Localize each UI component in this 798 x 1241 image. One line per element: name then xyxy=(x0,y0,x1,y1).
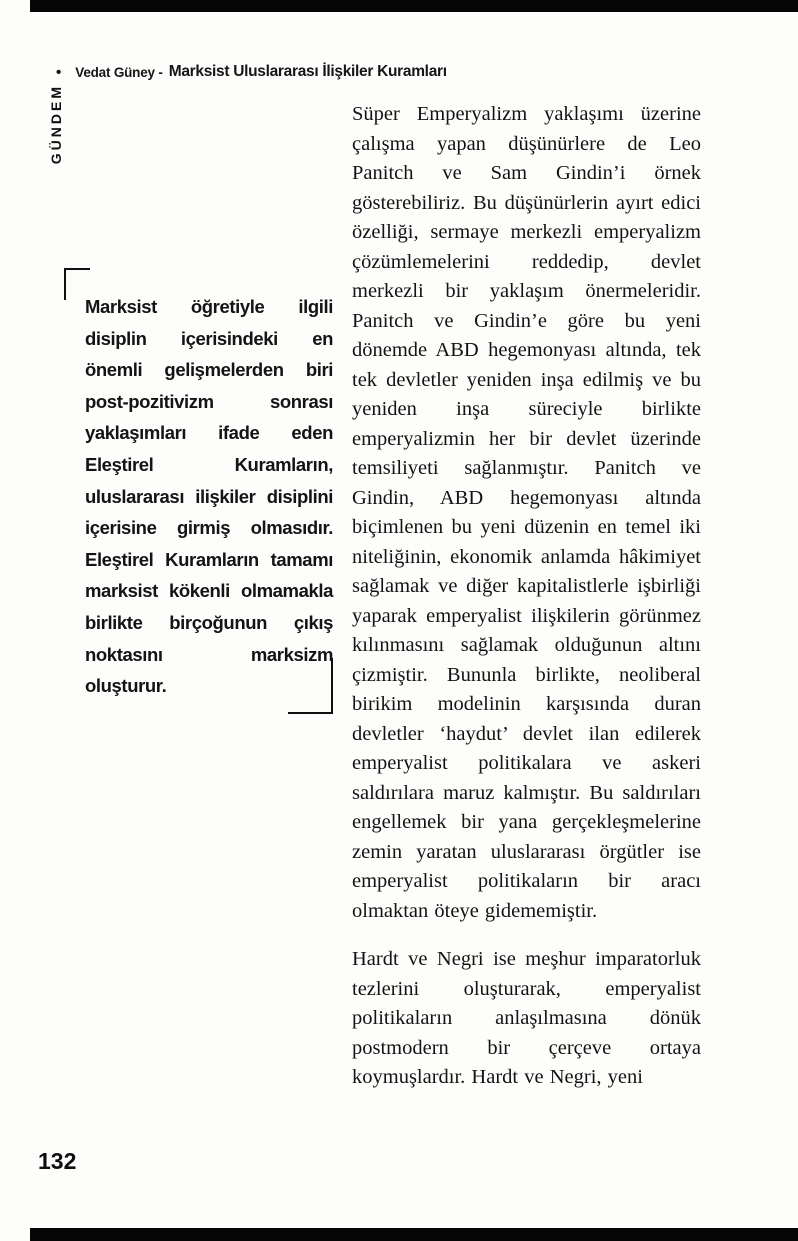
header-bullet-icon: • xyxy=(56,63,62,81)
running-header xyxy=(56,63,756,81)
section-label-vertical: GÜNDEM xyxy=(48,84,64,165)
header-author: Vedat Güney - xyxy=(75,64,163,80)
page-number: 132 xyxy=(38,1148,77,1174)
body-paragraph: Hardt ve Negri ise meşhur imparatorluk tezlerini oluşturarak, emperyalist politikaların anlaşılmasına dönük postmodern bir çerçeve ortaya koymuşlardır. Hardt ve Negri, yeni xyxy=(352,948,701,1088)
header-article-title: Marksist Uluslararası İlişkiler Kuramları xyxy=(168,63,447,80)
pullquote-text: Marksist öğretiyle ilgili disiplin içerisindeki en önemli gelişmelerden biri post-pozitivizm sonrası yaklaşımları ifade eden Eleştirel Kuramların, uluslararası ilişkiler disiplini içerisine girmiş olmasıdır. Eleştirel Kuramların tamamı marksist kökenli olmamakla birlikte birçoğunun çıkış noktasını marksizm oluşturur. xyxy=(85,296,333,697)
pullquote-bracket-bottom-icon xyxy=(288,658,333,714)
body-text-column xyxy=(352,100,701,1112)
bottom-edge-bar xyxy=(30,1228,798,1241)
body-paragraph: Süper Emperyalizm yaklaşımı üzerine çalışma yapan düşünürlere de Leo Panitch ve Sam Gindin’i örnek gösterebiliriz. Bu düşünürlerin ayırt edici özelliği, sermaye merkezli emperyalizm çözümlemelerini reddedip, devlet merkezli bir yaklaşım önermeleridir. Panitch ve Gindin’e göre bu yeni dönemde ABD hegemonyası altında, tek tek devletler yeniden inşa edilmiş ve bu yeniden inşa süreciyle birlikte emperyalizmin her bir devlet üzerinde temsiliyeti sağlanmıştır. Panitch ve Gindin, ABD hegemonyası altında biçimlenen bu yeni düzenin en temel iki niteliğinin, ekonomik anlamda hâkimiyet sağlamak ve diğer kapitalistlerle işbirliği yaparak emperyalist ilişkilerin görünmez kılınmasını sağlamak olduğunun altını çizmiştir. Bununla birlikte, neoliberal birikim modelinin karşısında duran devletler ‘haydut’ devlet ilan edilerek emperyalist politikalara ve askeri saldırılara maruz kalmıştır. Bu saldırıları engellemek bir yana gerçekleşmelerine zemin yaratan uluslararası örgütler ise emperyalist politikaların bir aracı olmaktan öteye gidememiştir. xyxy=(352,103,701,922)
top-edge-bar xyxy=(30,0,798,12)
